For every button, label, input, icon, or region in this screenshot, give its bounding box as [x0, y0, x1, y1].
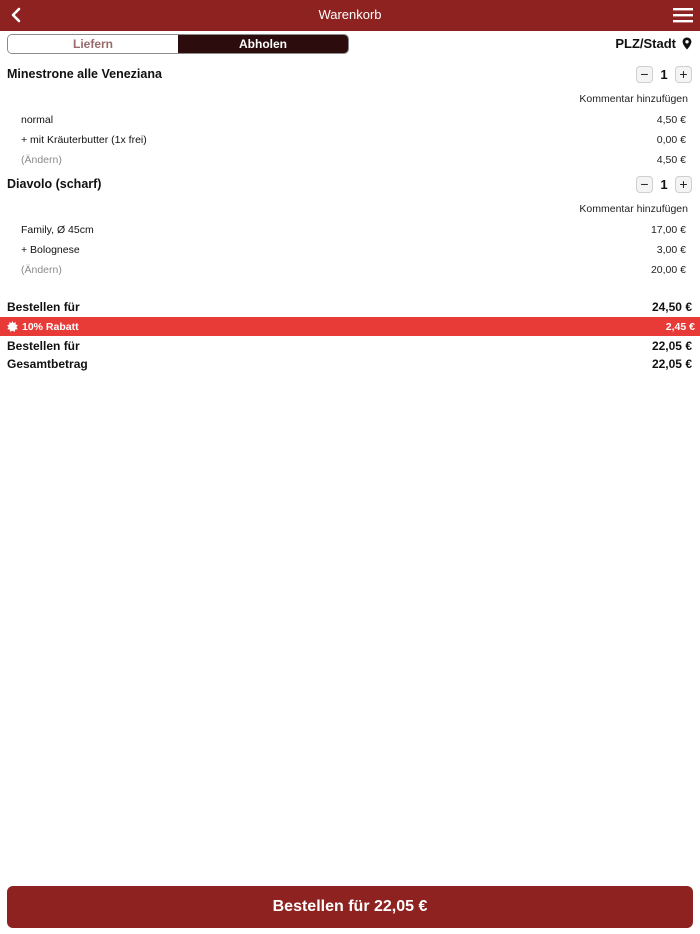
place-order-button[interactable]: Bestellen für 22,05 €	[7, 886, 693, 928]
location-label: PLZ/Stadt	[615, 36, 676, 51]
option-price: 0,00 €	[656, 134, 686, 146]
discount-value: 2,45 €	[665, 320, 695, 333]
quantity-stepper	[636, 176, 692, 193]
tab-pickup[interactable]: Abholen	[178, 35, 348, 53]
after-discount-value: 22,05 €	[651, 339, 692, 353]
subtotal-row	[7, 300, 692, 314]
option-label: Family, Ø 45cm	[21, 224, 94, 236]
change-item-link[interactable]: (Ändern)	[21, 154, 62, 166]
increase-quantity-button[interactable]: +	[675, 176, 692, 193]
page-title: Warenkorb	[318, 7, 382, 22]
item-option-line	[21, 244, 686, 256]
discount-label: 10% Rabatt	[22, 320, 79, 333]
quantity-stepper	[636, 66, 692, 83]
after-discount-row	[7, 339, 692, 353]
map-pin-icon	[682, 37, 692, 50]
item-option-line	[21, 114, 686, 126]
option-label: + Bolognese	[21, 244, 80, 256]
add-comment-link[interactable]: Kommentar hinzufügen	[579, 93, 688, 105]
item-option-line	[21, 224, 686, 236]
item-change-line	[21, 264, 686, 276]
decrease-quantity-button[interactable]: −	[636, 176, 653, 193]
option-label: + mit Kräuterbutter (1x frei)	[21, 134, 147, 146]
grand-total-row	[7, 357, 692, 371]
subtotal-value: 24,50 €	[651, 300, 692, 314]
item-total: 20,00 €	[650, 264, 686, 276]
increase-quantity-button[interactable]: +	[675, 66, 692, 83]
add-comment-link[interactable]: Kommentar hinzufügen	[579, 203, 688, 215]
cart-item-name: Diavolo (scharf)	[7, 177, 102, 191]
item-option-line	[21, 134, 686, 146]
item-total: 4,50 €	[656, 154, 686, 166]
subtotal-label: Bestellen für	[7, 300, 80, 314]
item-change-line	[21, 154, 686, 166]
hamburger-menu-icon[interactable]	[672, 5, 694, 25]
grand-total-value: 22,05 €	[651, 357, 692, 371]
grand-total-label: Gesamtbetrag	[7, 357, 88, 371]
quantity-value: 1	[660, 177, 668, 192]
option-price: 17,00 €	[650, 224, 686, 236]
change-item-link[interactable]: (Ändern)	[21, 264, 62, 276]
location-selector[interactable]	[615, 36, 692, 51]
discount-row	[0, 317, 700, 336]
option-price: 3,00 €	[656, 244, 686, 256]
after-discount-label: Bestellen für	[7, 339, 80, 353]
tab-deliver[interactable]: Liefern	[8, 35, 178, 53]
option-price: 4,50 €	[656, 114, 686, 126]
delivery-mode-toggle	[7, 34, 349, 54]
quantity-value: 1	[660, 67, 668, 82]
decrease-quantity-button[interactable]: −	[636, 66, 653, 83]
top-bar	[0, 0, 700, 31]
discount-badge-icon	[7, 321, 18, 332]
option-label: normal	[21, 114, 54, 126]
cart-item-name: Minestrone alle Veneziana	[7, 67, 162, 81]
